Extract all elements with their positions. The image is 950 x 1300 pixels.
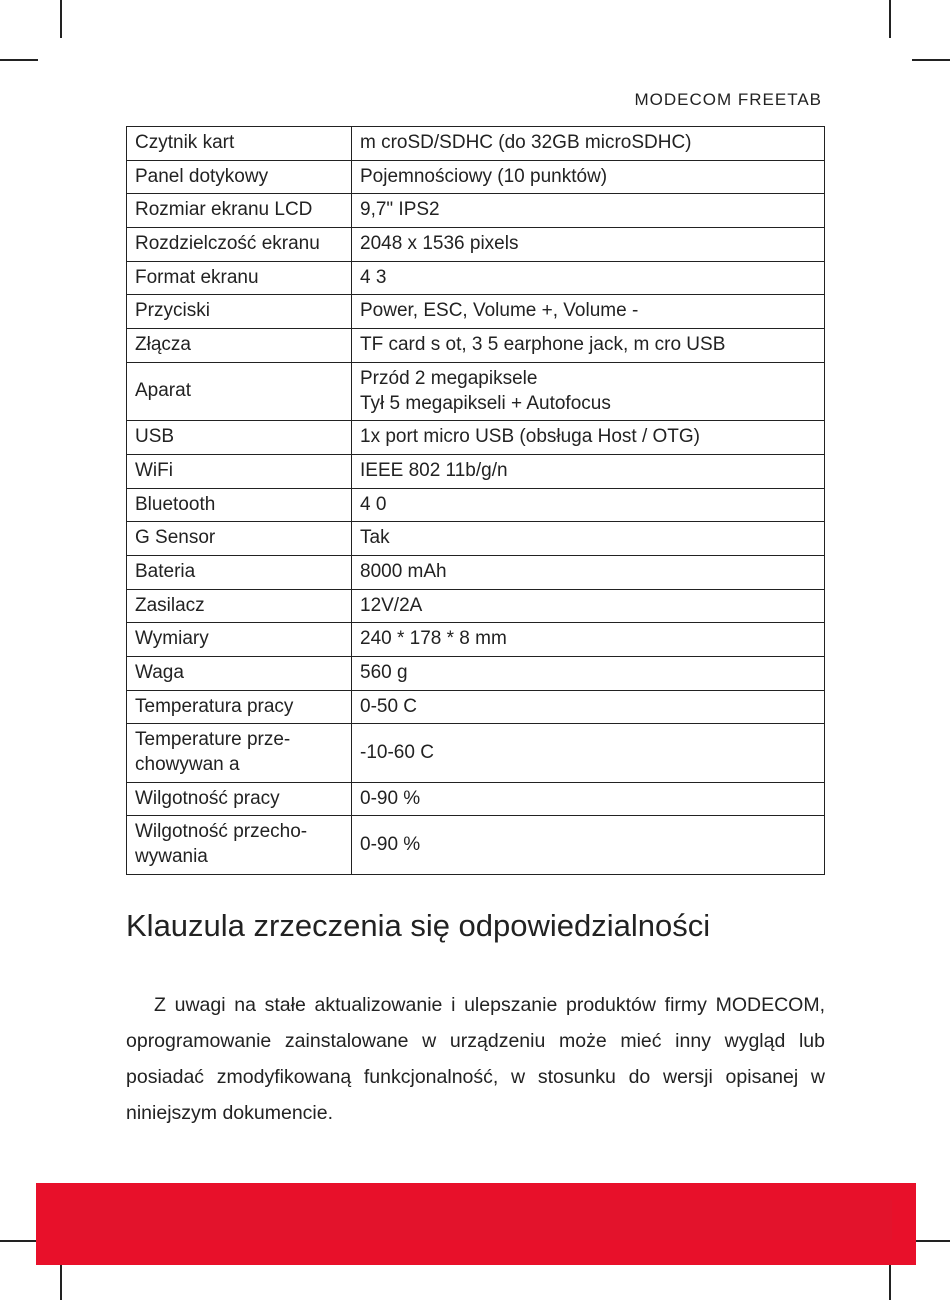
spec-row [127, 421, 825, 455]
spec-row [127, 623, 825, 657]
spec-value [352, 362, 825, 420]
spec-key: Temperature prze-chowywan a [127, 724, 352, 782]
spec-value: 9,7" IPS2 [352, 194, 825, 228]
spec-row [127, 261, 825, 295]
crop-mark [60, 1262, 62, 1300]
header-brand: MODECOM FREETAB [634, 90, 822, 109]
spec-key: Złącza [127, 329, 352, 363]
crop-mark [0, 59, 38, 61]
spec-key: Bluetooth [127, 488, 352, 522]
spec-key: Czytnik kart [127, 127, 352, 161]
spec-row [127, 127, 825, 161]
spec-row [127, 724, 825, 782]
spec-value-line: Przód 2 megapiksele [360, 367, 538, 389]
spec-value: 2048 x 1536 pixels [352, 228, 825, 262]
spec-row [127, 816, 825, 874]
spec-key: Rozdzielczość ekranu [127, 228, 352, 262]
spec-value: 560 g [352, 657, 825, 691]
crop-mark [60, 0, 62, 38]
spec-key: Wilgotność pracy [127, 782, 352, 816]
spec-row [127, 295, 825, 329]
spec-key: G Sensor [127, 522, 352, 556]
spec-row [127, 454, 825, 488]
spec-value: 1x port micro USB (obsługa Host / OTG) [352, 421, 825, 455]
spec-table [126, 126, 825, 875]
spec-key: WiFi [127, 454, 352, 488]
spec-value: Power, ESC, Volume +, Volume - [352, 295, 825, 329]
spec-row [127, 657, 825, 691]
spec-value: TF card s ot, 3 5 earphone jack, m cro USB [352, 329, 825, 363]
spec-value: 240 * 178 * 8 mm [352, 623, 825, 657]
disclaimer-body [126, 987, 825, 1131]
spec-value: -10-60 C [352, 724, 825, 782]
spec-row [127, 194, 825, 228]
footer-band-inner [60, 1200, 892, 1240]
spec-value: 0-50 C [352, 690, 825, 724]
spec-value: 0-90 % [352, 816, 825, 874]
spec-value: Pojemnościowy (10 punktów) [352, 160, 825, 194]
spec-value: 8000 mAh [352, 555, 825, 589]
spec-value: 0-90 % [352, 782, 825, 816]
spec-row [127, 362, 825, 420]
spec-value: 4 0 [352, 488, 825, 522]
spec-value: 4 3 [352, 261, 825, 295]
spec-row [127, 589, 825, 623]
disclaimer-text: Z uwagi na stałe aktualizowanie i ulepszanie produktów firmy MODECOM, oprogramowanie zainstalowane w urządzeniu może mieć inny wygląd lub posiadać zmodyfikowaną funkcjonalność, w stosunku do wersji opisanej w niniejszym dokumencie. [126, 994, 825, 1124]
crop-mark [0, 1240, 38, 1242]
spec-row [127, 329, 825, 363]
crop-mark [912, 1240, 950, 1242]
spec-key: Panel dotykowy [127, 160, 352, 194]
spec-key: Temperatura pracy [127, 690, 352, 724]
spec-row [127, 690, 825, 724]
spec-key: Waga [127, 657, 352, 691]
crop-mark [889, 0, 891, 38]
spec-key: Format ekranu [127, 261, 352, 295]
spec-value: Tak [352, 522, 825, 556]
spec-key: Bateria [127, 555, 352, 589]
spec-key: Przyciski [127, 295, 352, 329]
spec-row [127, 555, 825, 589]
spec-row [127, 160, 825, 194]
spec-key: USB [127, 421, 352, 455]
spec-row [127, 228, 825, 262]
spec-key: Aparat [127, 362, 352, 420]
crop-mark [889, 1262, 891, 1300]
spec-key: Zasilacz [127, 589, 352, 623]
spec-row [127, 782, 825, 816]
spec-key: Wymiary [127, 623, 352, 657]
spec-value-line: Tył 5 megapikseli + Autofocus [360, 392, 611, 414]
spec-row [127, 522, 825, 556]
disclaimer-title: Klauzula zrzeczenia się odpowiedzialności [126, 908, 711, 943]
spec-key: Rozmiar ekranu LCD [127, 194, 352, 228]
spec-row [127, 488, 825, 522]
crop-mark [912, 59, 950, 61]
spec-key: Wilgotność przecho-wywania [127, 816, 352, 874]
spec-value: m croSD/SDHC (do 32GB microSDHC) [352, 127, 825, 161]
spec-value: IEEE 802 11b/g/n [352, 454, 825, 488]
spec-value: 12V/2A [352, 589, 825, 623]
